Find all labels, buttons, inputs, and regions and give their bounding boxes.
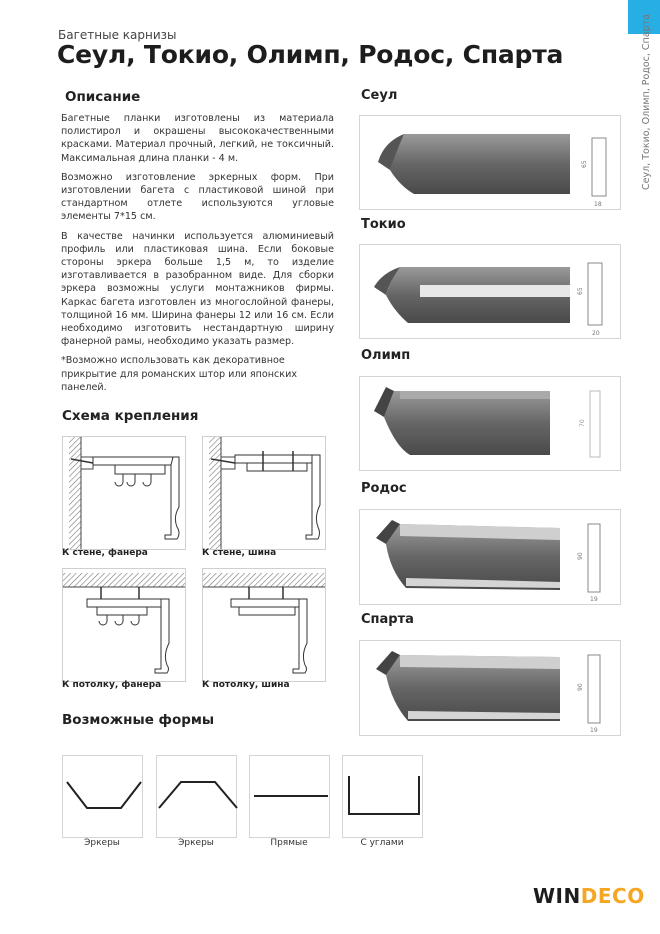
forms-heading: Возможные формы xyxy=(62,712,215,728)
profile-title-rodos: Родос xyxy=(361,481,407,496)
profile-dim-height: 70 xyxy=(579,419,586,427)
profile-title-olymp: Олимп xyxy=(361,348,411,363)
profile-dim-width: 18 xyxy=(594,201,602,208)
mount-label: К стене, фанера xyxy=(62,548,148,558)
profile-image-seoul xyxy=(359,115,621,210)
profile-image-tokyo xyxy=(359,244,621,339)
profile-dim-width: 19 xyxy=(590,596,598,603)
description-paragraph: Возможно изготовление эркерных форм. При изготовлении багета с пластиковой шиной при стандартном отлете используются угловые элементы 7*15 см. xyxy=(61,171,334,223)
mounting-heading: Схема крепления xyxy=(62,408,199,424)
profile-title-tokyo: Токио xyxy=(361,217,406,232)
logo-deco: DECO xyxy=(580,884,645,908)
profile-dim-height: 65 xyxy=(581,160,588,168)
profile-image-olymp xyxy=(359,376,621,471)
windeco-logo xyxy=(533,884,645,908)
form-label: Прямые xyxy=(270,838,308,848)
profile-title-sparta: Спарта xyxy=(361,612,414,627)
bay-trapezoid-icon xyxy=(62,755,143,838)
mount-ceiling-plywood-diagram xyxy=(62,568,186,682)
profile-image-rodos xyxy=(359,509,621,605)
form-label: С углами xyxy=(360,838,404,848)
description-paragraph: В качестве начинки используется алюминиевый профиль или пластиковая шина. Если боковые стороны эркера больше 1,5 м, то изделие изготавливается в разобранном виде. Для сборки эркера возможны услуги монтажников фирмы. Каркас багета изготовлен из многослойной фанеры, толщиной 16 мм. Ширина фанеры 12 или 16 см. Если необходимо изготовить нестандартную ширину фанерной рамы, необходимо указать размер. xyxy=(61,230,334,348)
mount-label: К потолку, фанера xyxy=(62,680,162,690)
profile-dim-height: 90 xyxy=(577,552,584,560)
description-paragraph: *Возможно использовать как декоративное прикрытие для романских штор или японских панелей. xyxy=(61,355,297,393)
mount-ceiling-rail-diagram xyxy=(202,568,326,682)
profile-title-seoul: Сеул xyxy=(361,88,398,103)
description-text xyxy=(61,112,334,400)
mount-label: К стене, шина xyxy=(202,548,277,558)
corner-shape-icon xyxy=(342,755,423,838)
straight-line-icon xyxy=(249,755,330,838)
side-caption-text: Сеул, Токио, Олимп, Родос, Спарта xyxy=(641,14,652,190)
bay-hexagon-icon xyxy=(156,755,237,838)
profile-image-sparta xyxy=(359,640,621,736)
mount-wall-plywood-diagram xyxy=(62,436,186,550)
description-paragraph: Багетные планки изготовлены из материала полистирол и окрашены высококачественными красками. Материал прочный, легкий, не токсичный. Максимальная длина планки - 4 м. xyxy=(61,113,334,164)
form-label: Эркеры xyxy=(178,838,214,848)
profile-dim-width: 19 xyxy=(590,727,598,734)
page-title: Сеул, Токио, Олимп, Родос, Спарта xyxy=(57,40,564,69)
description-heading: Описание xyxy=(65,89,141,105)
mount-wall-rail-diagram xyxy=(202,436,326,550)
profile-dim-height: 90 xyxy=(577,683,584,691)
mount-label: К потолку, шина xyxy=(202,680,290,690)
profile-dim-height: 65 xyxy=(577,287,584,295)
logo-win: WIN xyxy=(533,884,581,908)
form-label: Эркеры xyxy=(84,838,120,848)
side-caption xyxy=(640,14,654,190)
profile-dim-width: 20 xyxy=(592,330,600,337)
page-subtitle: Багетные карнизы xyxy=(58,28,177,42)
